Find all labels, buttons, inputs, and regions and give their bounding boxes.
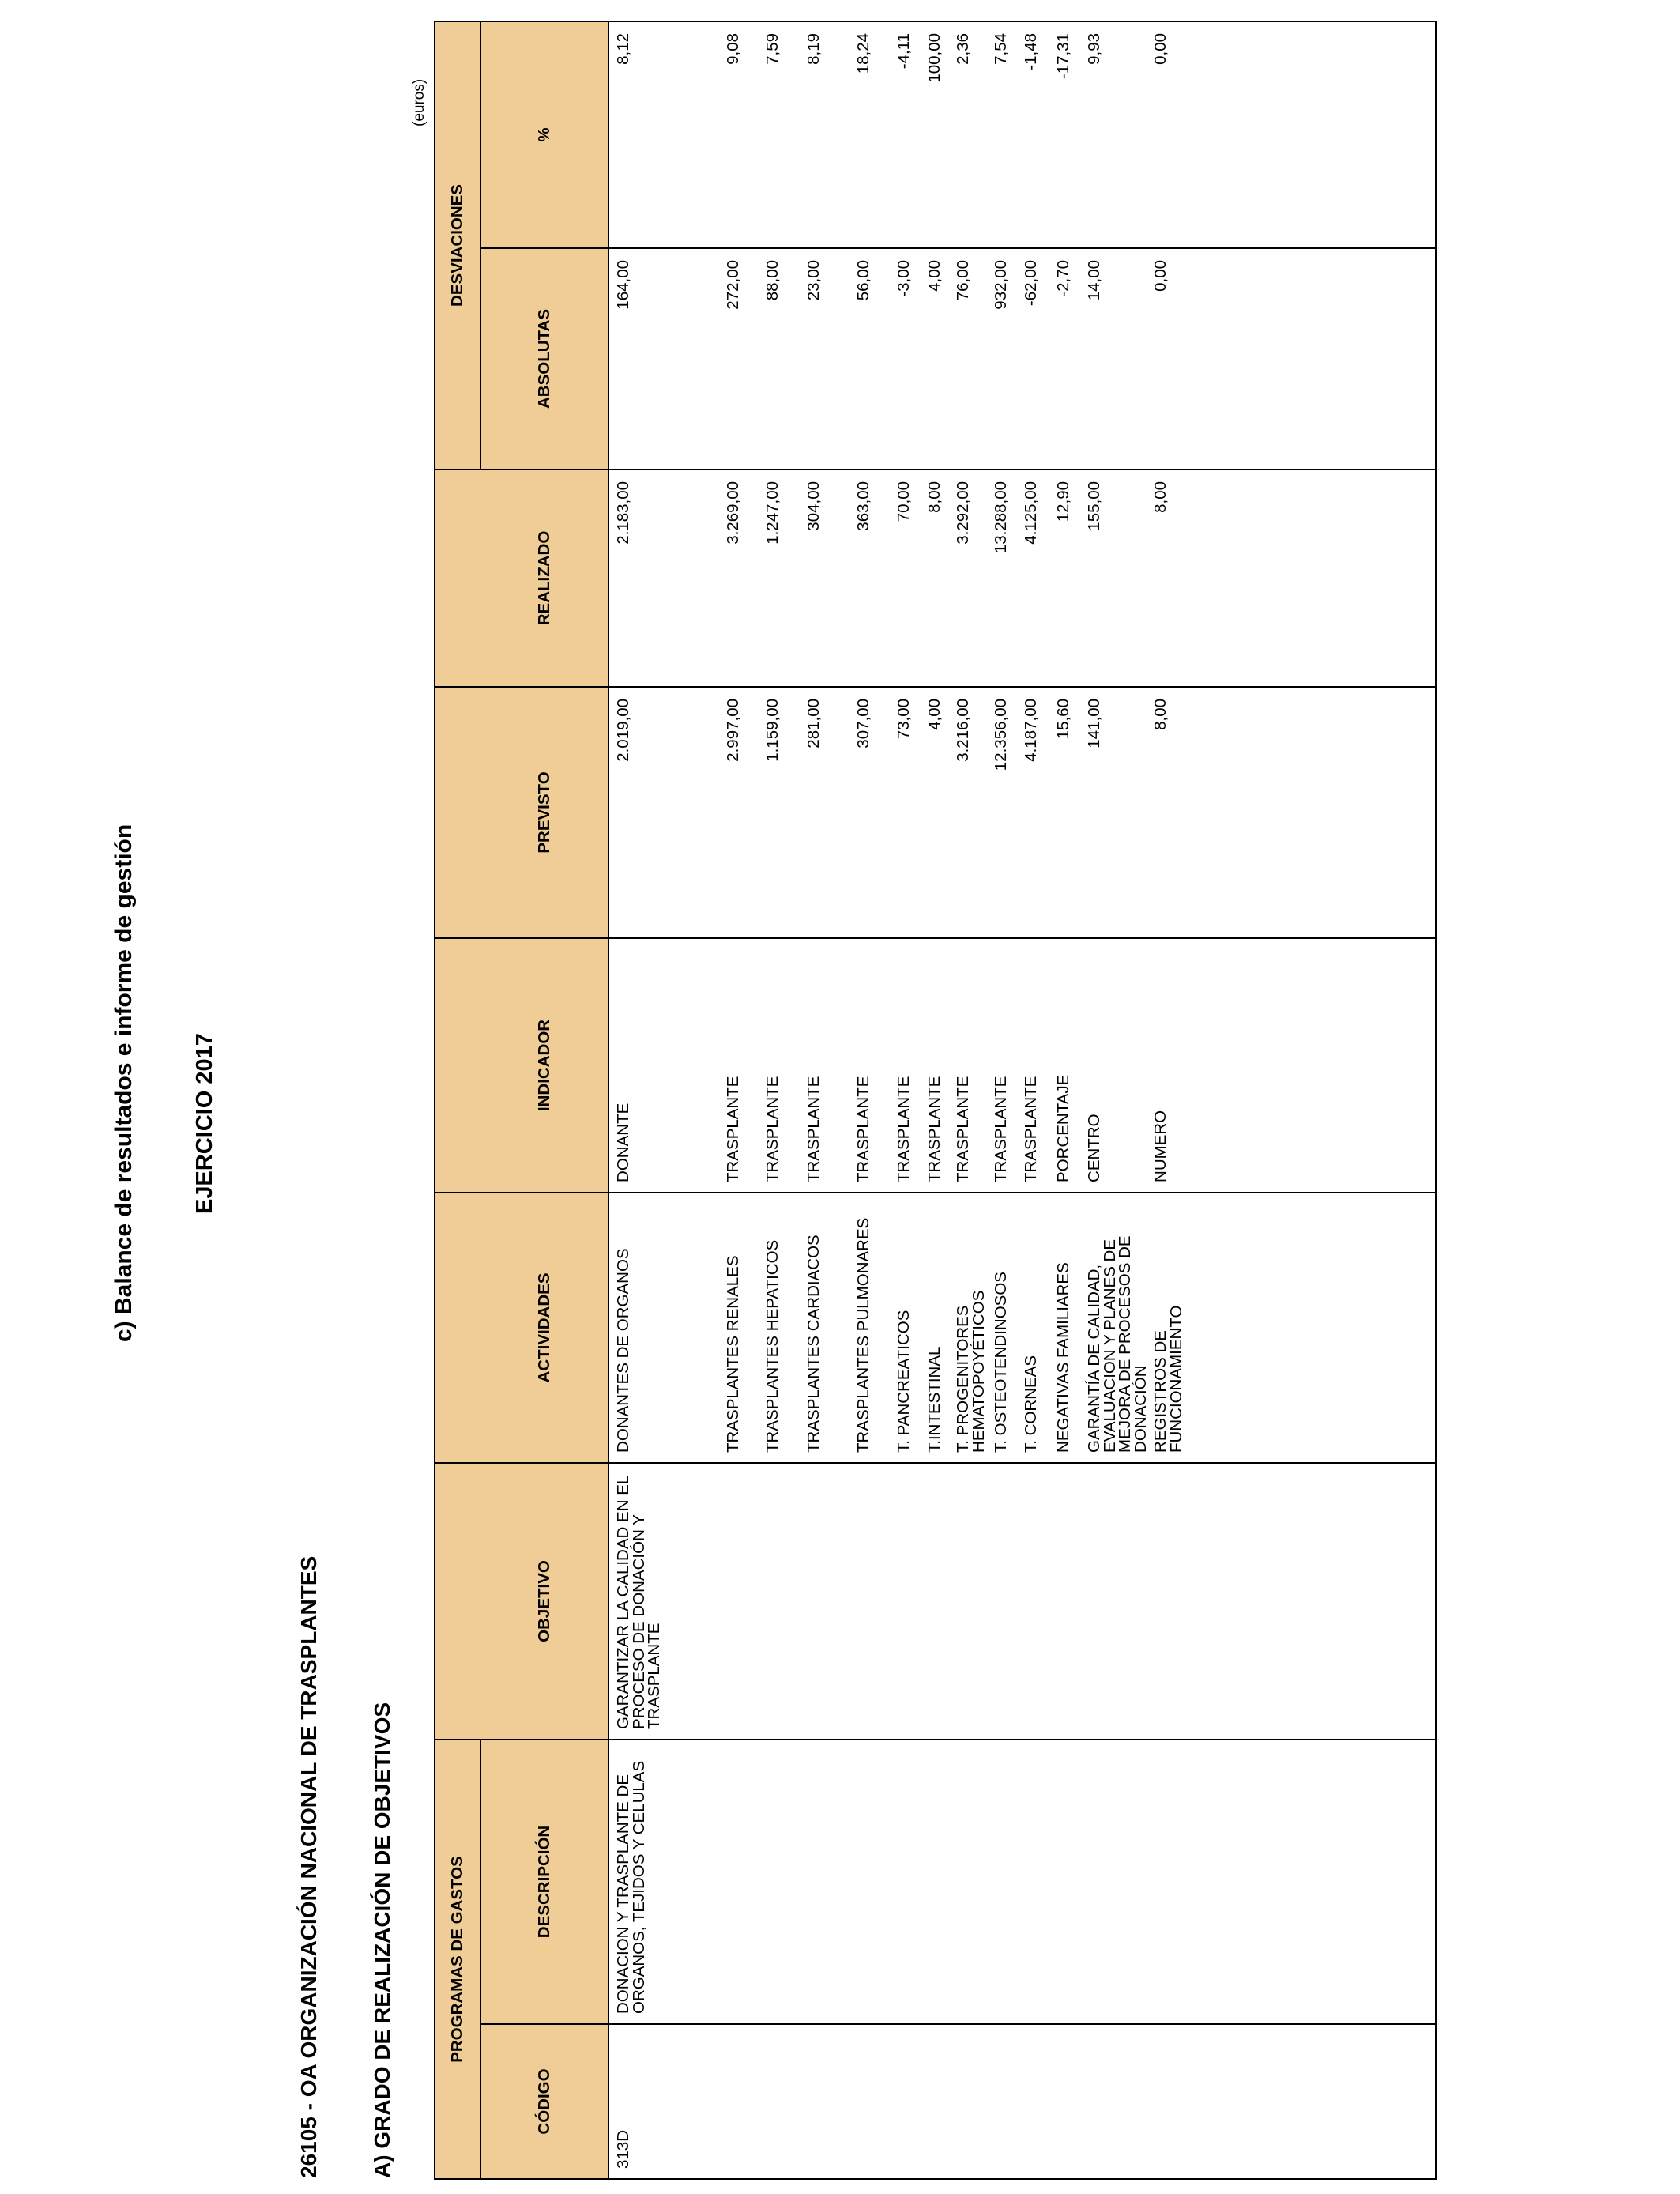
- col-descripcion-header: DESCRIPCIÓN: [480, 1740, 608, 2024]
- indicator-label: TRASPLANTE: [992, 1076, 1010, 1182]
- activity-label: T. OSTEOTENDINOSOS: [992, 1272, 1010, 1453]
- realizado-value: 8,00: [1151, 481, 1170, 513]
- previsto-value: 281,00: [804, 698, 823, 748]
- programas-group-header: PROGRAMAS DE GASTOS: [435, 1740, 480, 2179]
- realizado-value: 2.183,00: [614, 481, 632, 545]
- indicator-label: TRASPLANTE: [724, 1076, 742, 1182]
- realizado-value: 3.292,00: [954, 481, 972, 545]
- units-label: (euros): [411, 78, 428, 126]
- realizado-value: 304,00: [804, 481, 823, 531]
- activity-label: TRASPLANTES RENALES: [724, 1255, 742, 1453]
- porcentaje-value: 100,00: [925, 32, 944, 83]
- program-objective: GARANTIZAR LA CALIDAD EN EL PROCESO DE DONACIÓN Y TRASPLANTE: [614, 1476, 663, 1729]
- col-previsto-header: PREVISTO: [480, 687, 608, 938]
- absolutas-value: 14,00: [1085, 259, 1103, 301]
- indicator-label: PORCENTAJE: [1054, 1074, 1072, 1182]
- indicator-label: TRASPLANTE: [895, 1076, 913, 1182]
- activity-label: T. PANCREATICOS: [895, 1310, 913, 1453]
- subsection-title: A) GRADO DE REALIZACIÓN DE OBJETIVOS: [370, 1702, 394, 2178]
- porcentaje-value: -17,31: [1054, 32, 1072, 80]
- realizado-value: 12,90: [1054, 481, 1072, 522]
- actividades-cell: [608, 1193, 1436, 1463]
- absolutas-value: -2,70: [1054, 259, 1072, 297]
- col-porcentaje-header: %: [480, 21, 608, 248]
- activity-label: TRASPLANTES PULMONARES: [854, 1217, 872, 1453]
- porcentaje-value: 8,19: [804, 32, 823, 65]
- col-realizado-header: REALIZADO: [480, 469, 608, 687]
- activity-label: GARANTÍA DE CALIDAD, EVALUACION Y PLANES DE MEJORA DE PROCESOS DE DONACIÓN: [1085, 1235, 1150, 1453]
- previsto-value: 12.356,00: [992, 698, 1010, 771]
- porcentaje-value: -1,48: [1022, 32, 1040, 70]
- realizado-value: 363,00: [854, 481, 872, 531]
- activity-label: TRASPLANTES CARDIACOS: [804, 1235, 823, 1453]
- activity-label: REGISTROS DE FUNCIONAMIENTO: [1151, 1305, 1185, 1453]
- realizado-value: 155,00: [1085, 481, 1103, 531]
- activity-label: TRASPLANTES HEPATICOS: [763, 1239, 782, 1453]
- activity-label: T. PROGENITORES HEMATOPOYÉTICOS: [954, 1290, 988, 1453]
- absolutas-value: 76,00: [954, 259, 972, 301]
- realizado-value: 3.269,00: [724, 481, 742, 545]
- col-objetivo-header: OBJETIVO: [480, 1463, 608, 1740]
- porcentaje-cell: [608, 21, 1436, 248]
- realizado-value: 13.288,00: [992, 481, 1010, 554]
- activity-label: DONANTES DE ORGANOS: [614, 1248, 632, 1453]
- program-description: DONACION Y TRASPLANTE DE ORGANOS, TEJIDOS Y CELULAS: [614, 1760, 648, 2014]
- col-actividades-header: ACTIVIDADES: [480, 1193, 608, 1463]
- group-header-row: [435, 21, 480, 2179]
- porcentaje-value: 0,00: [1151, 32, 1170, 65]
- organism-title: 26105 - OA ORGANIZACIÓN NACIONAL DE TRASPLANTES: [296, 1555, 321, 2178]
- indicator-label: TRASPLANTE: [925, 1076, 944, 1182]
- indicator-label: DONANTE: [614, 1103, 632, 1182]
- desviaciones-group-header: DESVIACIONES: [435, 21, 480, 469]
- program-code: 313D: [614, 2129, 632, 2169]
- previsto-value: 1.159,00: [763, 698, 782, 762]
- section-title: c) Balance de resultados e informe de gestión: [111, 824, 137, 1342]
- realizado-value: 8,00: [925, 481, 944, 513]
- absolutas-value: 88,00: [763, 259, 782, 301]
- previsto-value: 8,00: [1151, 698, 1170, 730]
- col-codigo-header: CÓDIGO: [480, 2024, 608, 2179]
- previsto-value: 73,00: [895, 698, 913, 740]
- indicator-label: TRASPLANTE: [763, 1076, 782, 1182]
- indicator-label: TRASPLANTE: [804, 1076, 823, 1182]
- indicator-label: TRASPLANTE: [1022, 1076, 1040, 1182]
- porcentaje-value: 7,54: [992, 32, 1010, 65]
- absolutas-value: 4,00: [925, 259, 944, 292]
- indicator-label: TRASPLANTE: [854, 1076, 872, 1182]
- previsto-value: 2.019,00: [614, 698, 632, 762]
- previsto-value: 4,00: [925, 698, 944, 730]
- col-absolutas-header: ABSOLUTAS: [480, 248, 608, 469]
- realizado-value: 70,00: [895, 481, 913, 522]
- col-indicador-header: INDICADOR: [480, 938, 608, 1193]
- realizado-value: 4.125,00: [1022, 481, 1040, 545]
- absolutas-cell: [608, 248, 1436, 469]
- porcentaje-value: 2,36: [954, 32, 972, 65]
- absolutas-value: 272,00: [724, 259, 742, 310]
- previsto-value: 141,00: [1085, 698, 1103, 748]
- codigo-cell: [608, 2024, 1436, 2179]
- indicator-label: CENTRO: [1085, 1114, 1103, 1182]
- previsto-value: 4.187,00: [1022, 698, 1040, 762]
- absolutas-value: 932,00: [992, 259, 1010, 310]
- exercise-title: EJERCICIO 2017: [192, 1033, 217, 1214]
- indicador-cell: [608, 938, 1436, 1193]
- realizado-value: 1.247,00: [763, 481, 782, 545]
- absolutas-value: 164,00: [614, 259, 632, 310]
- absolutas-value: -3,00: [895, 259, 913, 297]
- program-row: [608, 21, 1436, 2179]
- activity-label: T. CORNEAS: [1022, 1355, 1040, 1453]
- absolutas-value: -62,00: [1022, 259, 1040, 307]
- previsto-value: 15,60: [1054, 698, 1072, 740]
- previsto-cell: [608, 687, 1436, 938]
- porcentaje-value: 18,24: [854, 32, 872, 74]
- previsto-value: 307,00: [854, 698, 872, 748]
- absolutas-value: 0,00: [1151, 259, 1170, 292]
- porcentaje-value: 9,08: [724, 32, 742, 65]
- porcentaje-value: 9,93: [1085, 32, 1103, 65]
- objectives-table: [434, 21, 1437, 2180]
- column-header-row: [480, 21, 608, 2179]
- porcentaje-value: 7,59: [763, 32, 782, 65]
- porcentaje-value: -4,11: [895, 32, 913, 70]
- indicator-label: TRASPLANTE: [954, 1076, 972, 1182]
- absolutas-value: 56,00: [854, 259, 872, 301]
- activity-label: NEGATIVAS FAMILIARES: [1054, 1262, 1072, 1453]
- descripcion-cell: [608, 1740, 1436, 2024]
- indicator-label: NUMERO: [1151, 1110, 1170, 1182]
- previsto-value: 2.997,00: [724, 698, 742, 762]
- porcentaje-value: 8,12: [614, 32, 632, 65]
- activity-label: T.INTESTINAL: [925, 1346, 944, 1453]
- previsto-value: 3.216,00: [954, 698, 972, 762]
- objetivo-cell: [608, 1463, 1436, 1740]
- realizado-cell: [608, 469, 1436, 687]
- absolutas-value: 23,00: [804, 259, 823, 301]
